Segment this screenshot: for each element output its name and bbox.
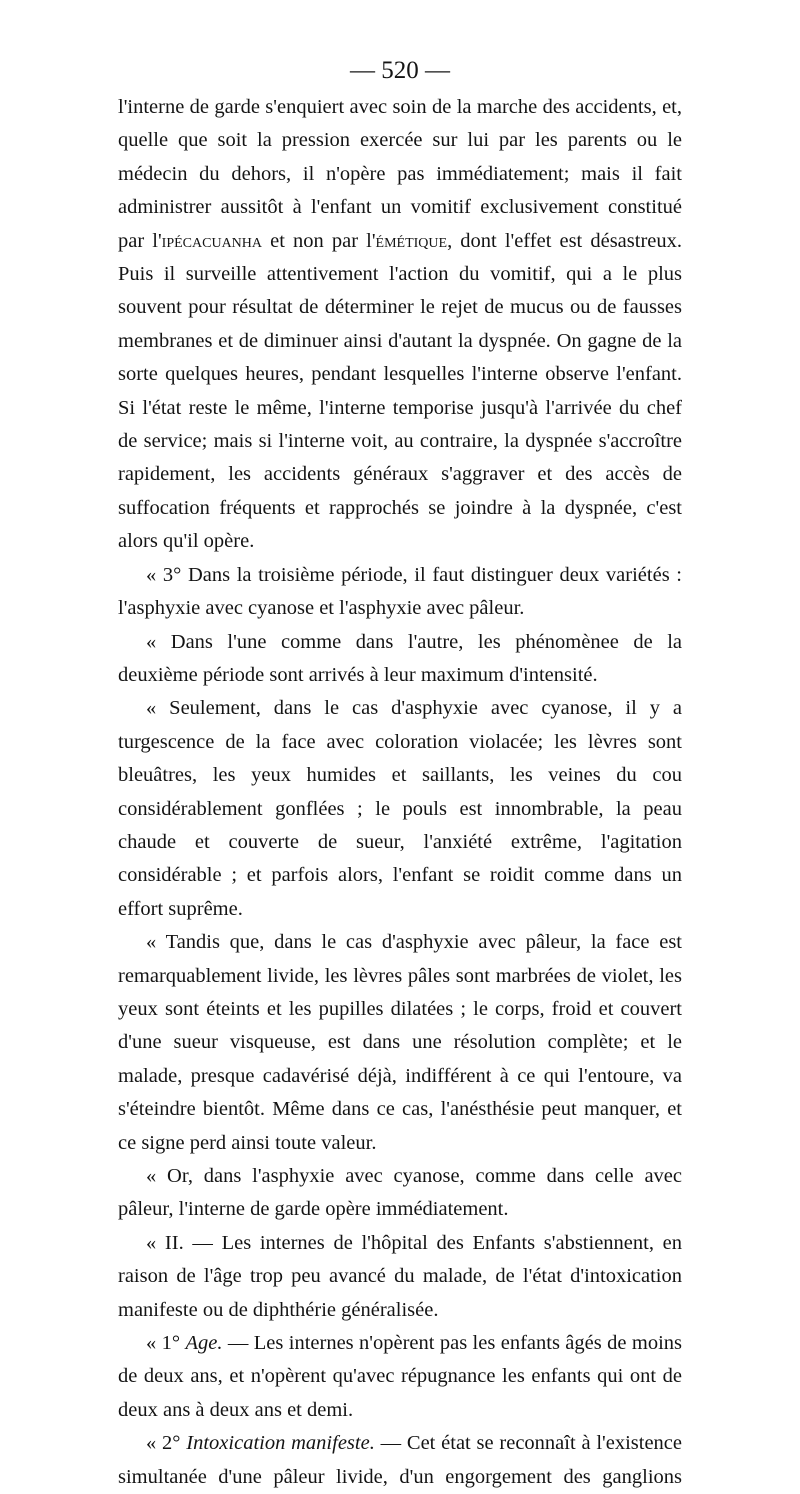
paragraph-9 <box>118 1427 682 1494</box>
paragraph-8-text: — Les internes n'opèrent pas les enfants âgés de moins de deux ans, et n'opèrent qu'avec répugnance les enfants qui ont de deux ans à deux ans et demi. <box>118 1332 682 1421</box>
paragraph-8 <box>118 1327 682 1427</box>
section-title-age: Age. <box>185 1332 223 1355</box>
paragraph-3: « Dans l'une comme dans l'autre, les phénomènee de la deuxième période sont arrivés à leur maximum d'intensité. <box>118 630 682 686</box>
section-title-intoxication: Intoxication manifeste. <box>186 1432 375 1455</box>
term-emetique: émétique <box>375 229 448 252</box>
paragraph-1-text-c: , dont l'effet est désastreux. Puis il surveille attentivement l'action du vomitif, qui a le plus souvent pour résultat de déterminer le rejet de mucus ou de fausses membranes et de diminuer ainsi d'autant la dyspnée. On gagne de la sorte quelques heures, pendant lesquelles l'interne observe l'enfant. Si l'état reste le même, l'interne temporise jusqu'à l'arrivée du chef de service; mais si l'interne voit, au contraire, la dyspnée s'accroître rapidement, les accidents généraux s'aggraver et des accès de suffocation fréquents et rapprochés se joindre à la dyspnée, c'est alors qu'il opère. <box>118 229 683 553</box>
paragraph-9-lead: « 2° <box>146 1432 187 1455</box>
paragraph-8-lead: « 1° <box>146 1332 186 1355</box>
paragraph-5: « Tandis que, dans le cas d'asphyxie avec pâleur, la face est remarquablement livide, les lèvres pâles sont marbrées de violet, les yeux sont éteints et les pupilles dilatées ; le corps, froid et couvert d'une sueur visqueuse, est dans une résolution complète; et le malade, presque cadavérisé déjà, indifférent à ce qui l'entoure, va s'éteindre bientôt. Même dans ce cas, l'anésthésie peut manquer, et ce signe perd ainsi toute valeur. <box>118 931 682 1154</box>
paragraph-1 <box>118 91 682 559</box>
paragraph-2: « 3° Dans la troisième période, il faut distinguer deux variétés : l'asphyxie avec cyanose et l'asphyxie avec pâleur. <box>118 563 682 620</box>
page-body <box>118 91 682 1494</box>
paragraph-4: « Seulement, dans le cas d'asphyxie avec cyanose, il y a turgescence de la face avec coloration violacée; les lèvres sont bleuâtres, les yeux humides et saillants, les veines du cou considérablement gonflées ; le pouls est innombrable, la peau chaude et couverte de sueur, l'anxiété extrême, l'agitation considérable ; et parfois alors, l'enfant se roidit comme dans un effort suprême. <box>118 697 682 920</box>
paragraph-9-text: — Cet état se reconnaît à l'existence simultanée d'une pâleur livide, d'un engorgement des ganglions <box>118 1432 683 1488</box>
paragraph-1-text-a: l'interne de garde s'enquiert avec soin de la marche des accidents, et, quelle que soit la pression exercée sur lui par les parents ou le médecin du dehors, il n'opère pas immédiatement; mais il fait administrer aussitôt à l'enfant un vomitif exclusivement constitué par l' <box>118 96 682 252</box>
paragraph-7: « II. — Les internes de l'hôpital des Enfants s'abstiennent, en raison de l'âge trop peu avancé du malade, de l'état d'intoxication manifeste ou de diphthérie généralisée. <box>118 1231 682 1321</box>
page-number: — 520 — <box>350 57 450 84</box>
paragraph-6: « Or, dans l'asphyxie avec cyanose, comme dans celle avec pâleur, l'interne de garde opère immédiatement. <box>118 1165 682 1221</box>
paragraph-1-text-b: et non par l' <box>262 229 376 252</box>
term-ipecacuanha: ipécacuanha <box>161 229 263 252</box>
